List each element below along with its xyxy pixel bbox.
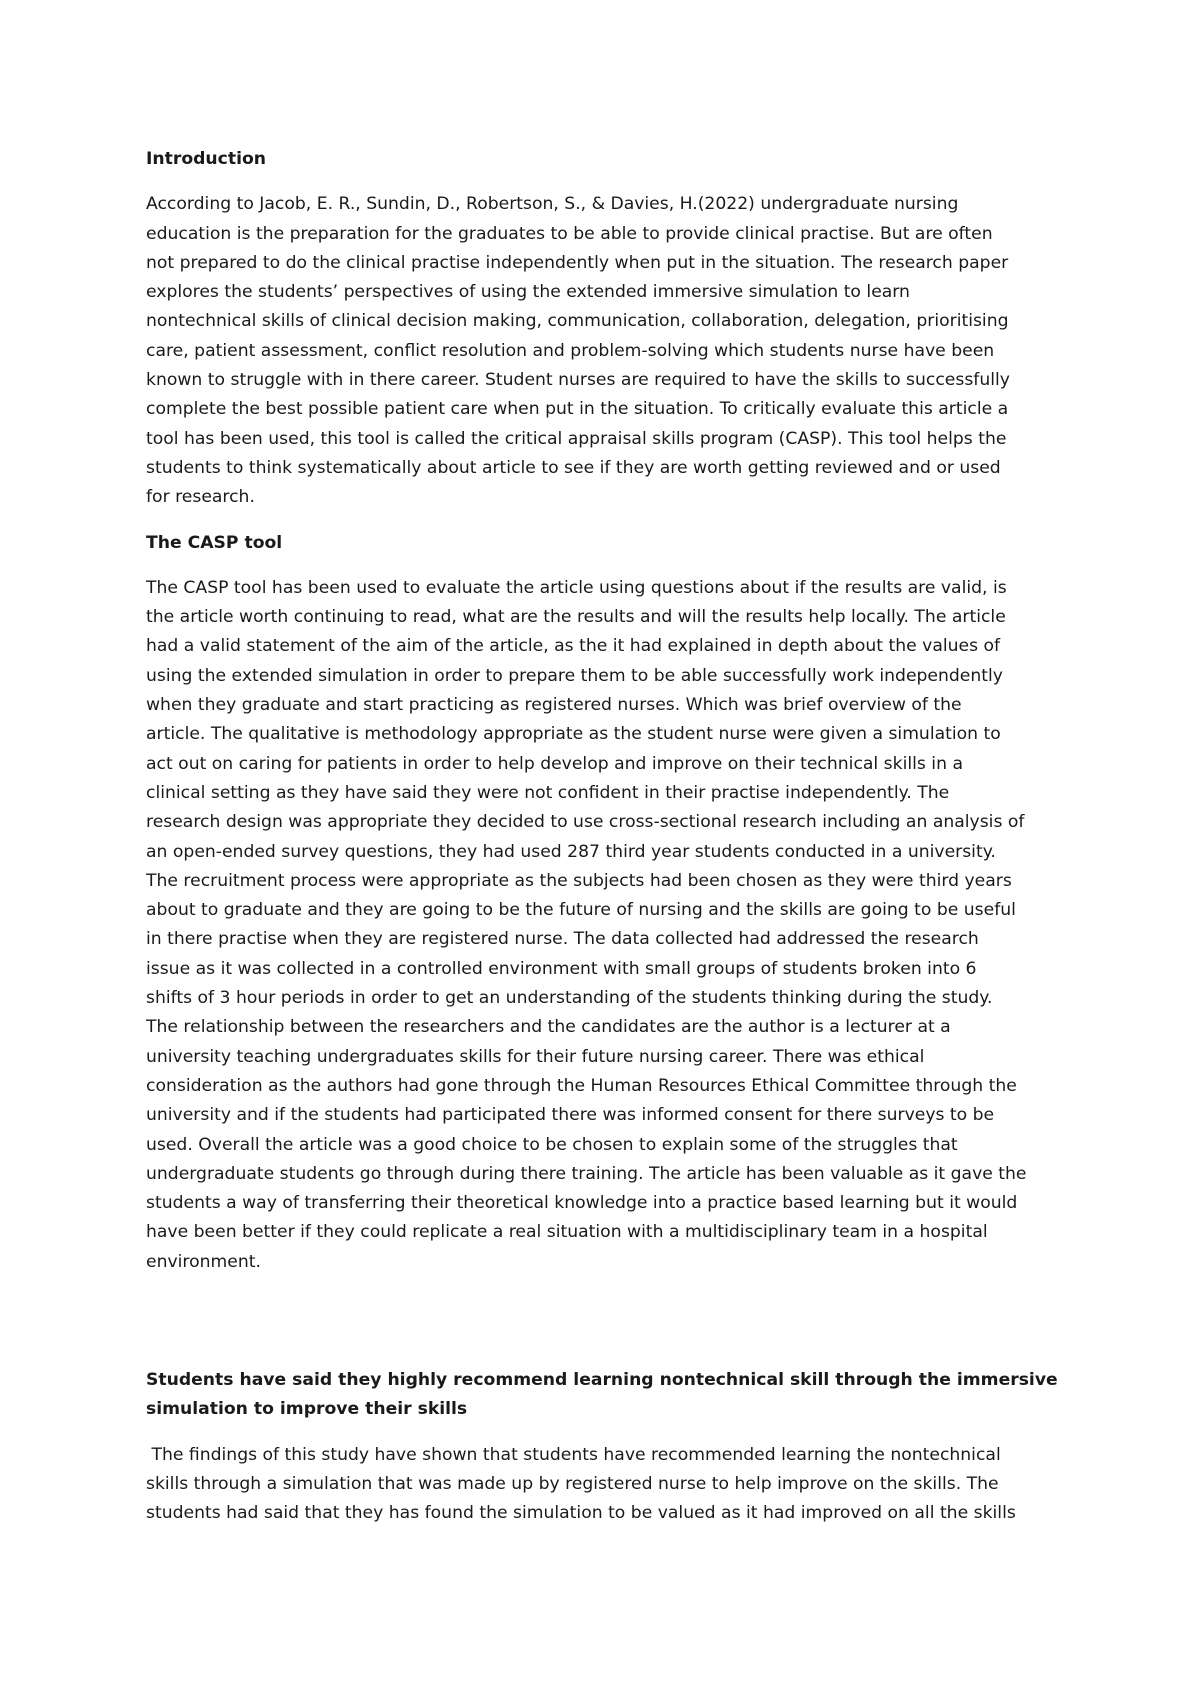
spacer [146, 1277, 1061, 1366]
spacer [146, 513, 1061, 529]
text-line: using the extended simulation in order to prepare them to be able successfully work independently [146, 665, 1003, 686]
text-line: education is the preparation for the graduates to be able to provide clinical practise. But are often [146, 223, 993, 244]
text-line: had a valid statement of the aim of the article, as the it had explained in depth about the values of [146, 636, 1001, 657]
text-line: shifts of 3 hour periods in order to get an understanding of the students thinking during the study. [146, 988, 993, 1009]
text-line: not prepared to do the clinical practise independently when put in the situation. The research paper [146, 252, 1009, 273]
text-line: article. The qualitative is methodology appropriate as the student nurse were given a simulation to [146, 724, 1001, 745]
findings-heading [146, 1366, 1061, 1425]
text-line: care, patient assessment, conflict resolution and problem-solving which students nurse have been [146, 340, 995, 361]
text-line: nontechnical skills of clinical decision making, communication, collaboration, delegation, prioritising [146, 311, 1009, 332]
text-line: According to Jacob, E. R., Sundin, D., Robertson, S., & Davies, H.(2022) undergraduate nursing [146, 194, 959, 215]
intro-paragraph [146, 190, 1061, 512]
document-body [146, 145, 1061, 1528]
text-line: an open-ended survey questions, they had used 287 third year students conducted in a university. [146, 841, 996, 862]
text-line: the article worth continuing to read, what are the results and will the results help locally. The article [146, 607, 1006, 628]
text-line: issue as it was collected in a controlled environment with small groups of students broken into 6 [146, 958, 977, 979]
text-line: when they graduate and start practicing as registered nurses. Which was brief overview of the [146, 695, 962, 716]
text-line: about to graduate and they are going to be the future of nursing and the skills are going to be useful [146, 900, 1016, 921]
text-line: research design was appropriate they decided to use cross-sectional research including an analysis of [146, 812, 1025, 833]
spacer [146, 174, 1061, 190]
text-line: students had said that they has found the simulation to be valued as it had improved on all the skills [146, 1503, 1016, 1524]
text-line: The CASP tool has been used to evaluate the article using questions about if the results are valid, is [146, 577, 1007, 598]
spacer [146, 558, 1061, 574]
text-line: university and if the students had participated there was informed consent for there surveys to be [146, 1105, 995, 1126]
text-line: students a way of transferring their theoretical knowledge into a practice based learning but it would [146, 1193, 1018, 1214]
text-line: used. Overall the article was a good choice to be chosen to explain some of the struggles that [146, 1134, 958, 1155]
findings-paragraph [146, 1441, 1061, 1529]
text-line: for research. [146, 487, 255, 508]
text-line: The recruitment process were appropriate as the subjects had been chosen as they were third years [146, 870, 1012, 891]
text-line: students to think systematically about article to see if they are worth getting reviewed and or used [146, 457, 1001, 478]
text-line: known to struggle with in there career. Student nurses are required to have the skills to successfully [146, 370, 1010, 391]
casp-paragraph [146, 574, 1061, 1277]
intro-heading: Introduction [146, 149, 267, 169]
text-line: complete the best possible patient care when put in the situation. To critically evaluate this article a [146, 399, 1009, 420]
text-line: skills through a simulation that was made up by registered nurse to help improve on the skills. The [146, 1473, 999, 1494]
spacer [146, 1425, 1061, 1441]
text-line: environment. [146, 1251, 261, 1272]
text-line: consideration as the authors had gone through the Human Resources Ethical Committee through the [146, 1075, 1017, 1096]
text-line: The relationship between the researchers and the candidates are the author is a lecturer at a [146, 1017, 951, 1038]
text-line: clinical setting as they have said they were not confident in their practise independently. The [146, 782, 950, 803]
text-line: university teaching undergraduates skills for their future nursing career. There was ethical [146, 1046, 925, 1067]
heading-line: simulation to improve their skills [146, 1399, 468, 1420]
text-line: explores the students’ perspectives of using the extended immersive simulation to learn [146, 282, 910, 303]
text-line: undergraduate students go through during there training. The article has been valuable as it gave the [146, 1163, 1027, 1184]
casp-heading: The CASP tool [146, 532, 283, 553]
text-line: The findings of this study have shown that students have recommended learning the nontechnical [146, 1444, 1001, 1465]
text-line: tool has been used, this tool is called the critical appraisal skills program (CASP). This tool helps the [146, 428, 1007, 449]
text-line: in there practise when they are registered nurse. The data collected had addressed the research [146, 929, 979, 950]
text-line: act out on caring for patients in order to help develop and improve on their technical skills in a [146, 753, 963, 774]
text-line: have been better if they could replicate a real situation with a multidisciplinary team in a hospital [146, 1222, 988, 1243]
heading-line: Students have said they highly recommend learning nontechnical skill through the immersive [146, 1369, 1058, 1390]
